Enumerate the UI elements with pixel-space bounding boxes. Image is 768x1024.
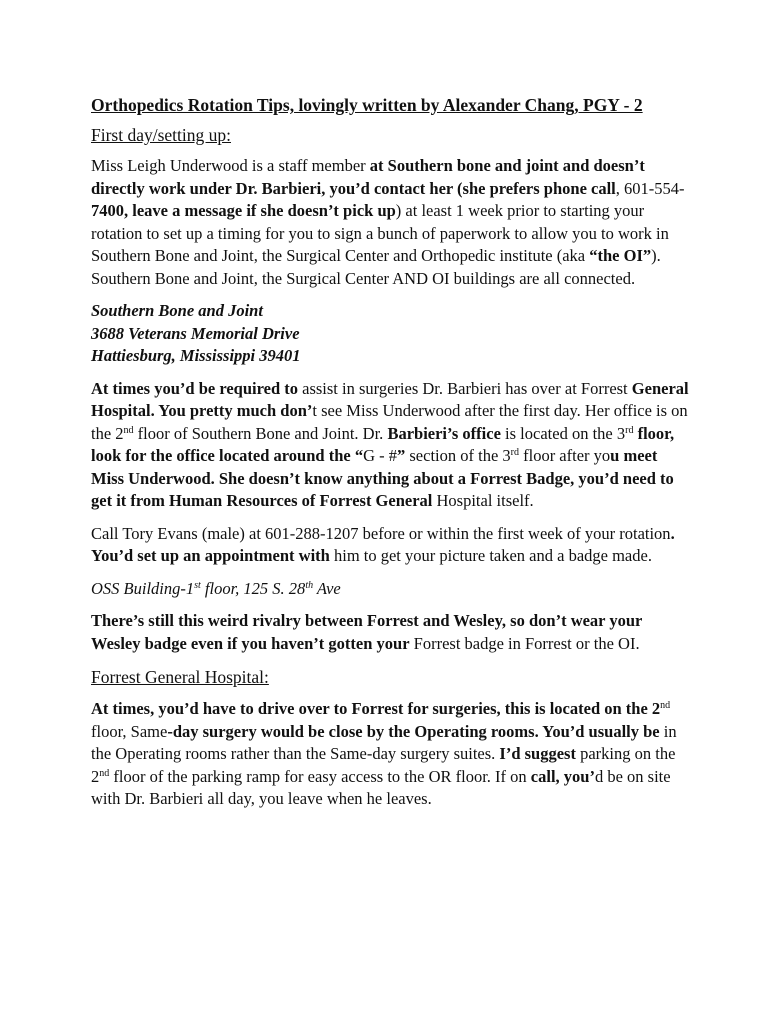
document-page <box>91 94 691 811</box>
bold-text: u meet Miss Underwood. She doesn’t know anything about a Forrest Badge, you’d need to get it from Human Resources of Forrest General <box>91 446 674 510</box>
superscript: nd <box>123 424 134 436</box>
bold-text: At times you’d be required to <box>91 378 299 398</box>
paragraph-forrest-badge <box>91 378 691 513</box>
text: floor, Same <box>91 721 168 741</box>
text: floor, 125 S. 28 <box>200 578 306 598</box>
paragraph-contact-underwood <box>91 155 691 290</box>
oss-building-line <box>91 578 691 601</box>
text: assist in surgeries Dr. Barbieri has over at Forrest <box>298 378 632 398</box>
bold-text: floor, look for the office located around the “ <box>91 423 675 465</box>
text: parking on the 2 <box>91 744 676 786</box>
text: is located on the 3 <box>500 423 626 443</box>
text: d be on site with Dr. Barbieri all day, you leave when he leaves. <box>91 766 671 808</box>
bold-text: There’s still this weird rivalry between Forrest and Wesley, so don’t wear your Wesley badge even if you haven’t gotten your <box>91 611 643 653</box>
bold-text: At times, you’d have to drive over to Forrest for surgeries, this is located on the 2 <box>91 699 661 718</box>
superscript: nd <box>660 700 671 711</box>
bold-text: call, you’ <box>530 766 595 786</box>
bold-text: . You’d set up an appointment with <box>91 523 675 565</box>
paragraph-rivalry <box>91 610 691 655</box>
text: Ave <box>313 578 341 598</box>
superscript: st <box>194 579 201 591</box>
bold-text: -day surgery would be close by the Operating rooms. You’d usually be <box>167 721 660 741</box>
bold-text: at Southern bone and joint and doesn’t directly work under Dr. Barbieri, you’d contact her (she prefers phone call <box>91 156 645 198</box>
section-heading-forrest-general: Forrest General Hospital: <box>91 667 269 687</box>
bold-text: ” <box>397 446 406 465</box>
superscript: rd <box>510 447 519 458</box>
bold-text: Barbieri’s office <box>387 423 501 443</box>
section-heading-first-day: First day/setting up: <box>91 125 231 145</box>
text: in the Operating rooms rather than the Same-day surgery suites. <box>91 721 677 763</box>
text: , 601-554- <box>615 178 685 198</box>
superscript: nd <box>99 767 110 779</box>
bold-text: I’d suggest <box>499 744 576 763</box>
text: floor after yo <box>518 446 611 465</box>
text: ). Southern Bone and Joint, the Surgical Center AND OI buildings are all connected. <box>91 246 661 288</box>
text: Forrest badge in Forrest or the OI. <box>409 633 640 653</box>
document-title: Orthopedics Rotation Tips, lovingly written by Alexander Chang, PGY - 2 <box>91 95 643 115</box>
text: floor of Southern Bone and Joint. Dr. <box>133 423 388 443</box>
text: OSS Building-1 <box>91 578 195 598</box>
bold-text: 7400, leave a message if she doesn’t pick up <box>91 201 396 220</box>
text: Miss Leigh Underwood is a staff member <box>91 156 370 175</box>
text: G - # <box>363 446 397 465</box>
text: him to get your picture taken and a badge made. <box>329 546 652 565</box>
address-line-name: Southern Bone and Joint <box>91 301 263 320</box>
address-line-street: 3688 Veterans Memorial Drive <box>91 323 300 343</box>
text: section of the 3 <box>405 446 511 465</box>
bold-text: General Hospital. You pretty much don’ <box>91 378 689 420</box>
address-block <box>91 300 691 368</box>
paragraph-forrest-surgeries <box>91 698 691 811</box>
bold-text: “the OI” <box>589 246 652 265</box>
text: floor of the parking ramp for easy access to the OR floor. If on <box>109 766 531 786</box>
paragraph-tory-evans <box>91 523 691 568</box>
text: Hospital itself. <box>432 491 534 510</box>
text: t see Miss Underwood after the first day. Her office is on the 2 <box>91 401 688 443</box>
text: Call Tory Evans (male) at 601-288-1207 before or within the first week of your rotation <box>91 523 671 543</box>
superscript: rd <box>625 424 634 436</box>
text: ) at least 1 week prior to starting your rotation to set up a timing for you to sign a bunch of paperwork to allow you to work in Southern Bone and Joint, the Surgical Center and Orthopedic institute (aka <box>91 201 669 265</box>
superscript: th <box>305 579 314 591</box>
address-line-city: Hattiesburg, Mississippi 39401 <box>91 346 301 365</box>
